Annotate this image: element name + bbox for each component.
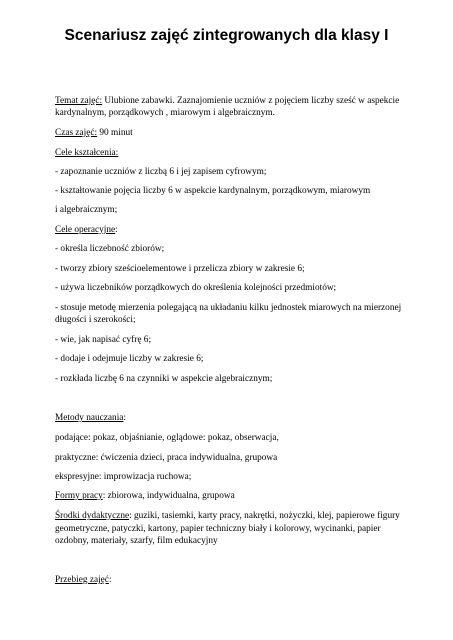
temat-line-1 xyxy=(55,95,399,107)
temat-label: Temat zajęć: xyxy=(55,96,103,106)
list-item: - dodaje i odejmuje liczby w zakresie 6; xyxy=(55,354,204,364)
list-item: podające: pokaz, objaśnianie, oglądowe: pokaz, obserwacja, xyxy=(55,433,279,443)
cele-ksztalcenia-heading: Cele kształcenia: xyxy=(55,148,119,158)
srodki-text: : guziki, tasiemki, karty pracy, nakrętki, nożyczki, klej, papierowe figury xyxy=(129,511,400,521)
czas-label: Czas zajęć: xyxy=(55,128,98,138)
list-item: długości i szerokości; xyxy=(55,315,136,325)
przebieg-label: Przebieg zajęć xyxy=(55,575,109,585)
czas-line xyxy=(55,127,133,139)
przebieg-colon: : xyxy=(108,575,112,585)
formy-label: Formy pracy xyxy=(55,491,103,501)
document-title: Scenariusz zajęć zintegrowanych dla klasy I xyxy=(64,27,389,44)
list-item: - określa liczebność zbiorów; xyxy=(55,244,165,254)
formy-text: : zbiorowa, indywidualna, grupowa xyxy=(102,491,235,501)
list-item: - wie, jak napisać cyfrę 6; xyxy=(55,335,152,345)
list-item: i algebraicznym; xyxy=(55,205,118,215)
metody-colon: : xyxy=(123,413,126,423)
cele-operacyjne-label: Cele operacyjne xyxy=(55,225,116,235)
temat-line-2: kardynalnym, porządkowych , miarowym i algebraicznym. xyxy=(55,108,275,118)
srodki-label: Środki dydaktyczne xyxy=(55,511,130,521)
list-item: - używa liczebników porządkowych do określenia kolejności przedmiotów; xyxy=(55,283,337,293)
metody-heading xyxy=(55,412,126,424)
czas-value: 90 minut xyxy=(97,128,133,138)
list-item: - stosuje metodę mierzenia polegającą na układaniu kilku jednostek miarowych na mierzonej xyxy=(55,303,402,313)
list-item: ekspresyjne: improwizacja ruchowa; xyxy=(55,472,192,482)
srodki-line-3: ozdobny, materiały, szarfy, film edukacyjny xyxy=(55,536,218,546)
temat-text: Ulubione zabawki. Zaznajomienie uczniów z pojęciem liczby sześć w aspekcie xyxy=(102,96,400,106)
metody-label: Metody nauczania xyxy=(55,413,124,423)
cele-operacyjne-colon: : xyxy=(115,225,118,235)
list-item: - zapoznanie uczniów z liczbą 6 i jej zapisem cyfrowym; xyxy=(55,167,267,177)
przebieg-heading xyxy=(55,574,112,586)
list-item: - tworzy zbiory sześcioelementowe i przelicza zbiory w zakresie 6; xyxy=(55,264,305,274)
srodki-line-2: geometryczne, patyczki, kartony, papier techniczny biały i kolorowy, wycinanki, papier xyxy=(55,524,381,534)
srodki-line-1 xyxy=(55,510,400,522)
list-item: praktyczne: ćwiczenia dzieci, praca indywidualna, grupowa xyxy=(55,453,278,463)
formy-line xyxy=(55,490,235,502)
cele-operacyjne-heading xyxy=(55,224,118,236)
list-item: - kształtowanie pojęcia liczby 6 w aspekcie kardynalnym, porządkowym, miarowym xyxy=(55,186,371,196)
list-item: - rozkłada liczbę 6 na czynniki w aspekcie algebraicznym; xyxy=(55,374,273,384)
